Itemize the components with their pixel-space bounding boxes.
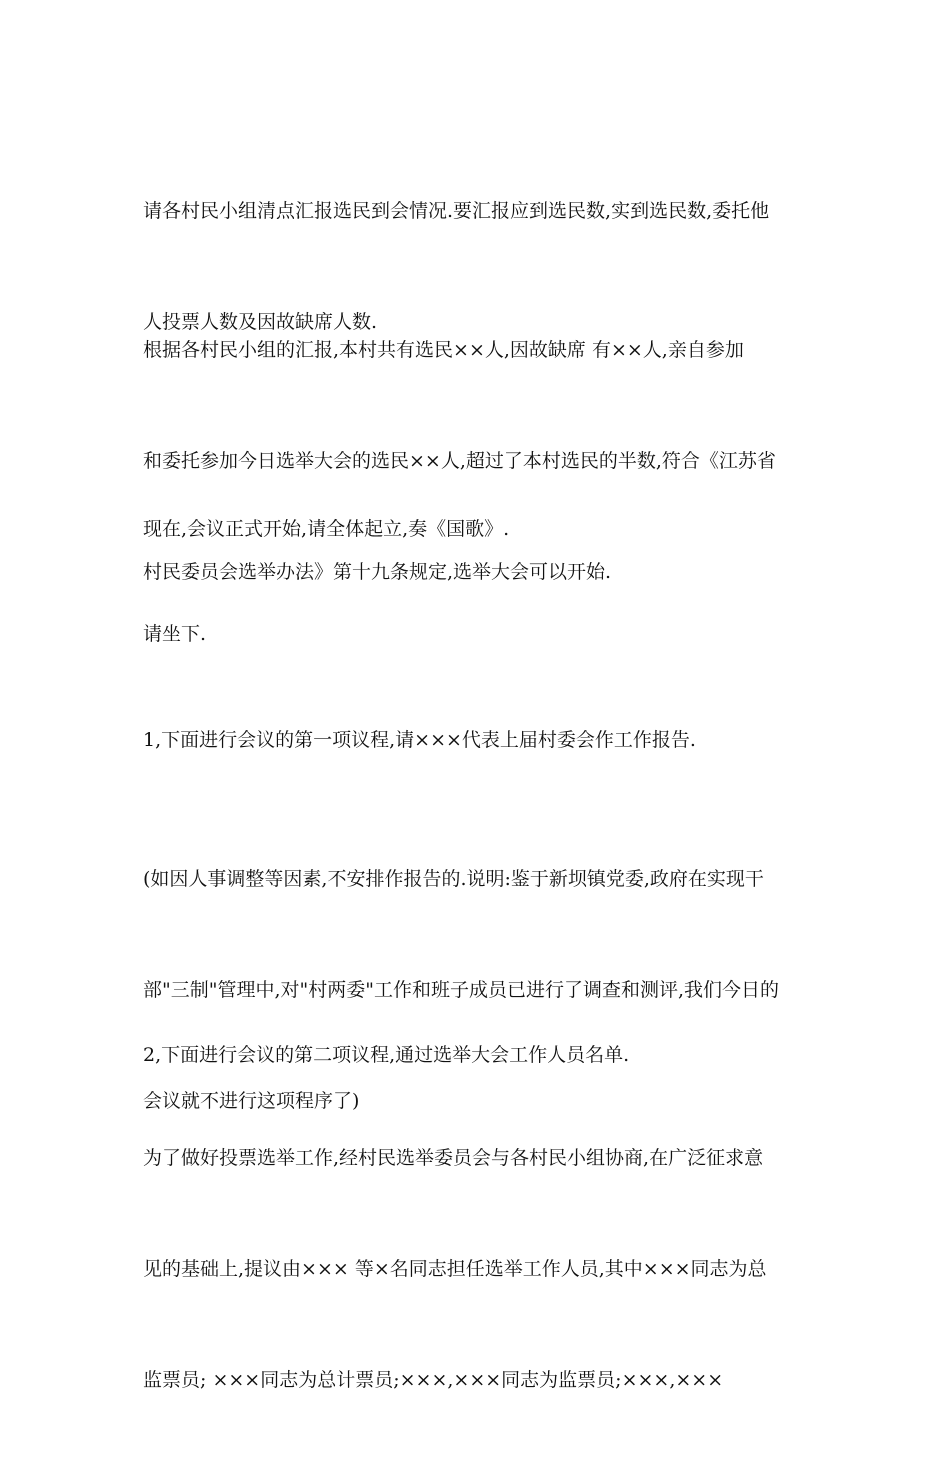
text-line: 为了做好投票选举工作,经村民选举委员会与各村民小组协商,在广泛征求意 <box>143 1147 764 1169</box>
text-line: 1,下面进行会议的第一项议程,请×××代表上届村委会作工作报告. <box>143 729 696 751</box>
text-line: (如因人事调整等因素,不安排作报告的.说明:鉴于新坝镇党委,政府在实现干 <box>143 868 764 890</box>
text-line: 监票员; ×××同志为总计票员;×××,×××同志为监票员;×××,××× <box>143 1369 724 1391</box>
text-line: 请各村民小组清点汇报选民到会情况.要汇报应到选民数,实到选民数,委托他 <box>143 200 770 222</box>
text-line: 部"三制"管理中,对"村两委"工作和班子成员已进行了调查和测评,我们今日的 <box>143 979 780 1001</box>
text-line: 现在,会议正式开始,请全体起立,奏《国歌》. <box>143 518 510 540</box>
text-line: 会议就不进行这项程序了) <box>143 1090 360 1112</box>
text-line: 人投票人数及因故缺席人数. <box>143 311 378 333</box>
text-line: 和委托参加今日选举大会的选民××人,超过了本村选民的半数,符合《江苏省 <box>143 450 776 472</box>
text-line: 村民委员会选举办法》第十九条规定,选举大会可以开始. <box>143 561 612 583</box>
paragraph-staff-nomination <box>143 1066 813 1473</box>
text-line: 见的基础上,提议由××× 等×名同志担任选举工作人员,其中×××同志为总 <box>143 1258 767 1280</box>
text-line: 2,下面进行会议的第二项议程,通过选举大会工作人员名单. <box>143 1044 630 1066</box>
text-line: 请坐下. <box>143 623 207 645</box>
text-line: 根据各村民小组的汇报,本村共有选民××人,因故缺席 有××人,亲自参加 <box>143 339 744 361</box>
